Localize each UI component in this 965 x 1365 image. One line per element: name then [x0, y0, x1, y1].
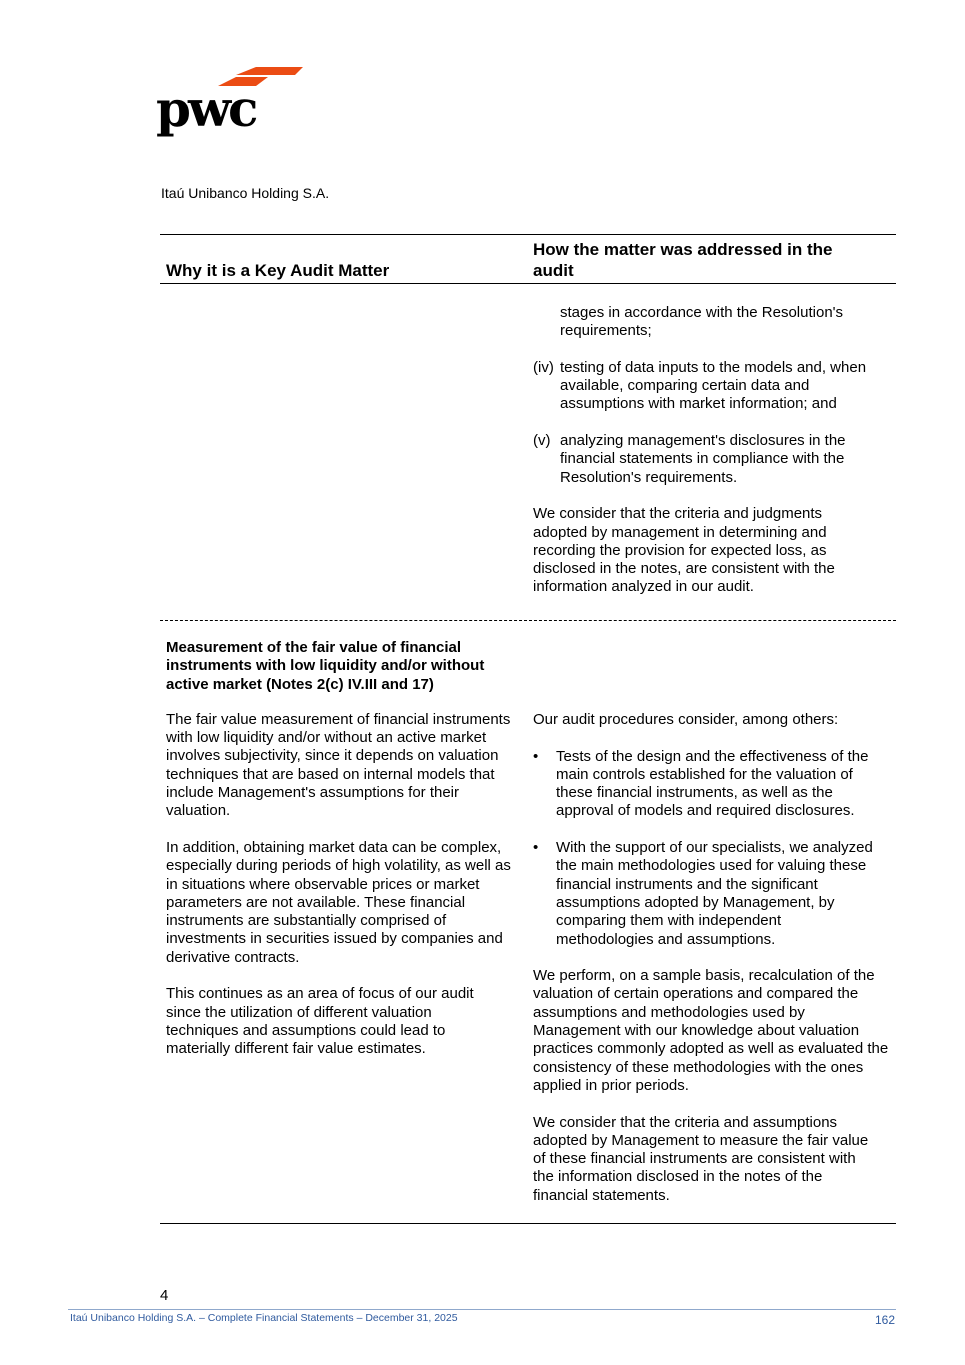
bullet-icon: • [533, 747, 539, 765]
matter-title: Measurement of the fair value of financial instruments with low liquidity and/or without active market (Notes 2(c) IV.III and 17) [166, 639, 485, 693]
bullet-item [533, 839, 878, 949]
list-item [533, 432, 873, 487]
bullet-icon: • [533, 839, 539, 857]
footer-rule [68, 1309, 896, 1310]
footer-text: Itaú Unibanco Holding S.A. – Complete Financial Statements – December 31, 2025 [70, 1312, 458, 1324]
page-marker: 4 [160, 1287, 169, 1304]
item-marker: (iv) [533, 358, 554, 376]
bullet-text: With the support of our specialists, we analyzed the main methodologies used for valuing these financial instruments and the significant assumptions adopted by Management, by comparing them with independent methodologies and assumptions. [556, 839, 873, 948]
header-left: Why it is a Key Audit Matter [166, 261, 390, 280]
item-text: testing of data inputs to the models and, when available, comparing certain data and assumptions with market information; and [560, 358, 867, 413]
company-name: Itaú Unibanco Holding S.A. [161, 185, 330, 201]
list-item [533, 359, 895, 414]
item-marker: (v) [533, 432, 551, 450]
table-top-rule [160, 234, 896, 235]
right-intro: Our audit procedures consider, among others: [533, 711, 839, 728]
left-column [166, 639, 516, 1077]
conclusion-paragraph: We consider that the criteria and judgments adopted by management in determining and recording the provision for expected loss, as disclosed in the notes, are consistent with the information analyzed in our audit. [533, 505, 835, 596]
right-column [533, 711, 895, 1223]
section-divider [160, 620, 896, 621]
page-number: 162 [874, 1313, 895, 1327]
right-paragraph: We perform, on a sample basis, recalculation of the valuation of certain operations and compared the assumptions and methodologies used by Management with our knowledge about valuation practices commonly adopted as well as evaluated the consistency of these methodologies with the ones applied in prior periods. [533, 967, 889, 1094]
left-paragraph: In addition, obtaining market data can be complex, especially during periods of high volatility, as well as in situations where observable prices or market parameters are not available. These financial instruments are substantially comprised of investments in securities issued by companies and derivative contracts. [166, 838, 511, 966]
right-paragraph: We consider that the criteria and assumptions adopted by Management to measure the fair value of these financial instruments are consistent with the information disclosed in the notes of the financial statements. [533, 1113, 869, 1204]
left-paragraph: This continues as an area of focus of our audit since the utilization of different valuation techniques and assumptions could lead to materially different fair value estimates. [166, 985, 474, 1058]
pwc-logo [156, 64, 306, 142]
left-paragraph: The fair value measurement of financial instruments with low liquidity and/or without an active market involves subjectivity, since it depends on valuation techniques that are based on internal models that include Management's assumptions for their valuation. [166, 710, 511, 820]
bullet-item [533, 748, 873, 821]
item-text: analyzing management's disclosures in the financial statements in compliance with the Resolution's requirements. [560, 432, 846, 486]
item-iii-tail: stages in accordance with the Resolution's requirements; [560, 304, 844, 340]
svg-text:pwc: pwc [156, 79, 256, 138]
header-bottom-rule [160, 283, 896, 284]
bullet-text: Tests of the design and the effectiveness of the main controls established for the valuation of these financial instruments, as well as the approval of models and required disclosures. [556, 747, 869, 820]
table-bottom-rule [160, 1223, 896, 1224]
continued-column [533, 304, 895, 615]
header-right: How the matter was addressed in the audit [533, 240, 833, 280]
